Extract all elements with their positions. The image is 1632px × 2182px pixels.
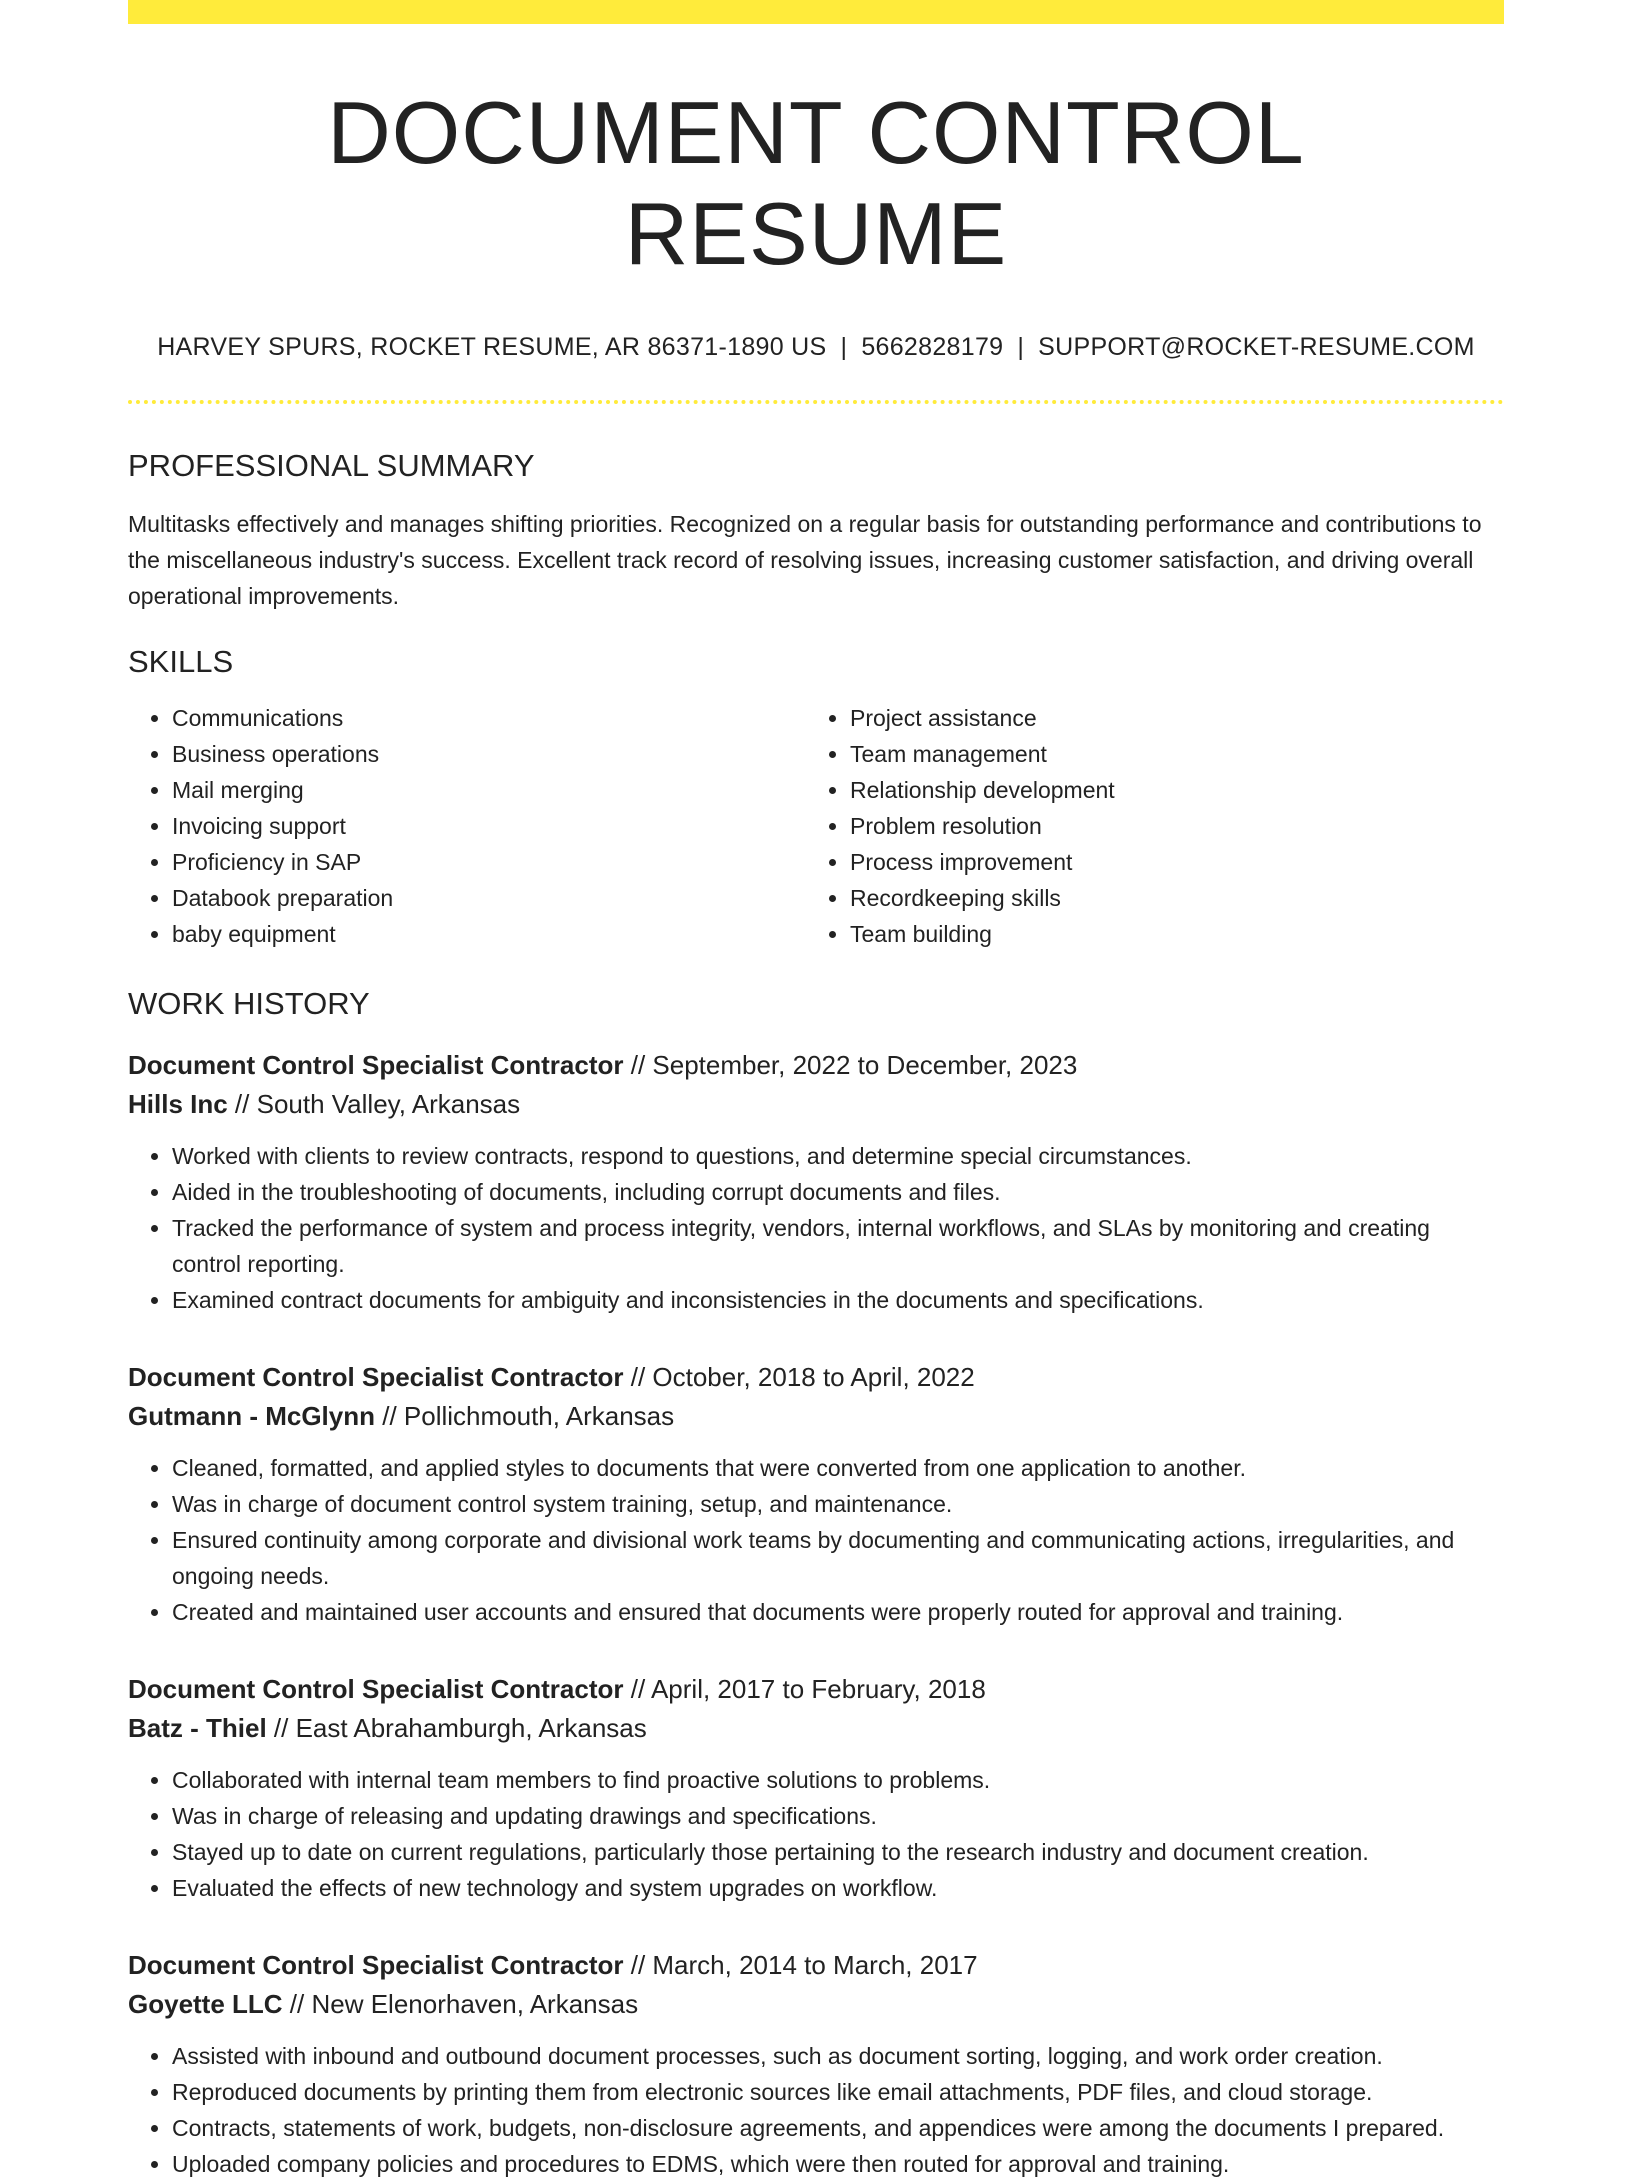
job-bullet: • Cleaned, formatted, and applied styles to documents that were converted from one application to another. [172,1450,1504,1486]
contact-phone: 5662828179 [861,333,1004,362]
skill-item: • Business operations [172,736,806,772]
job-title-line [128,1358,1504,1397]
job-bullet: • Examined contract documents for ambiguity and inconsistencies in the documents and specifications. [172,1282,1504,1318]
skills-list-right [806,700,1484,952]
job-company: Hills Inc [128,1089,228,1120]
summary-heading: PROFESSIONAL SUMMARY [128,448,535,484]
job-bullet: • Tracked the performance of system and process integrity, vendors, internal workflows, and SLAs by monitoring and creating control reporting. [172,1210,1504,1282]
job-entry [128,1946,1504,2182]
job-bullet: • Uploaded company policies and procedures to EDMS, which were then routed for approval and training. [172,2146,1504,2182]
skill-item: • Mail merging [172,772,806,808]
job-location: // East Abrahamburgh, Arkansas [266,1713,647,1744]
summary-text: Multitasks effectively and manages shifting priorities. Recognized on a regular basis for outstanding performance and contributions to the miscellaneous industry's success. Excellent track record of resolving issues, increasing customer satisfaction, and driving overall operational improvements. [128,511,1482,610]
skill-item: • Team building [850,916,1484,952]
job-company: Goyette LLC [128,1989,283,2020]
skill-item: • Project assistance [850,700,1484,736]
skill-item: • Invoicing support [172,808,806,844]
job-bullet: • Evaluated the effects of new technology and system upgrades on workflow. [172,1870,1504,1906]
job-title-line [128,1946,1504,1985]
job-bullet: • Was in charge of releasing and updating drawings and specifications. [172,1798,1504,1834]
job-bullet: • Was in charge of document control system training, setup, and maintenance. [172,1486,1504,1522]
job-dates: // September, 2022 to December, 2023 [623,1050,1078,1081]
contact-address: HARVEY SPURS, ROCKET RESUME, AR 86371-1890 US [157,333,827,362]
skill-item: • baby equipment [172,916,806,952]
job-bullet: • Collaborated with internal team members to find proactive solutions to problems. [172,1762,1504,1798]
contact-separator: | [1017,333,1025,362]
skill-item: • Process improvement [850,844,1484,880]
job-title: Document Control Specialist Contractor [128,1362,624,1393]
job-company-line [128,1709,1504,1748]
job-dates: // March, 2014 to March, 2017 [623,1950,978,1981]
job-bullet: • Aided in the troubleshooting of documents, including corrupt documents and files. [172,1174,1504,1210]
skill-item: • Problem resolution [850,808,1484,844]
job-dates: // April, 2017 to February, 2018 [623,1674,986,1705]
job-bullet: • Created and maintained user accounts and ensured that documents were properly routed for approval and training. [172,1594,1504,1630]
job-bullet: • Contracts, statements of work, budgets, non-disclosure agreements, and appendices were among the documents I prepared. [172,2110,1504,2146]
job-bullets [128,1138,1504,1318]
job-company-line [128,1985,1504,2024]
job-entry [128,1358,1504,1630]
job-title-line [128,1046,1504,1085]
job-bullets [128,1762,1504,1906]
work-history-heading: WORK HISTORY [128,986,370,1022]
skill-item: • Recordkeeping skills [850,880,1484,916]
skills-heading: SKILLS [128,644,234,680]
job-bullets [128,1450,1504,1630]
job-bullet: • Stayed up to date on current regulations, particularly those pertaining to the research industry and document creation. [172,1834,1504,1870]
job-title: Document Control Specialist Contractor [128,1050,624,1081]
skill-item: • Relationship development [850,772,1484,808]
job-entry [128,1046,1504,1318]
skills-list-left [128,700,806,952]
job-bullet: • Assisted with inbound and outbound document processes, such as document sorting, logging, and work order creation. [172,2038,1504,2074]
job-company-line [128,1397,1504,1436]
job-bullet: • Ensured continuity among corporate and divisional work teams by documenting and communicating actions, irregularities, and ongoing needs. [172,1522,1504,1594]
skill-item: • Communications [172,700,806,736]
job-bullets [128,2038,1504,2182]
skill-item: • Team management [850,736,1484,772]
resume-title: DOCUMENT CONTROL RESUME [327,83,1305,284]
dotted-divider [128,400,1504,404]
job-title: Document Control Specialist Contractor [128,1674,624,1705]
job-location: // South Valley, Arkansas [227,1089,521,1120]
job-dates: // October, 2018 to April, 2022 [623,1362,975,1393]
job-title-line [128,1670,1504,1709]
job-company: Gutmann - McGlynn [128,1401,375,1432]
resume-page [128,0,1504,2182]
job-company-line [128,1085,1504,1124]
accent-top-bar [128,0,1504,24]
skill-item: • Databook preparation [172,880,806,916]
job-entry [128,1670,1504,1906]
job-bullet: • Reproduced documents by printing them from electronic sources like email attachments, PDF files, and cloud storage. [172,2074,1504,2110]
job-company: Batz - Thiel [128,1713,267,1744]
job-title: Document Control Specialist Contractor [128,1950,624,1981]
skill-item: • Proficiency in SAP [172,844,806,880]
skills-columns [128,700,1504,952]
job-location: // Pollichmouth, Arkansas [375,1401,675,1432]
job-bullet: • Worked with clients to review contracts, respond to questions, and determine special circumstances. [172,1138,1504,1174]
contact-email: SUPPORT@ROCKET-RESUME.COM [1038,333,1475,362]
contact-separator: | [840,333,848,362]
contact-line [128,333,1504,362]
job-location: // New Elenorhaven, Arkansas [282,1989,639,2020]
